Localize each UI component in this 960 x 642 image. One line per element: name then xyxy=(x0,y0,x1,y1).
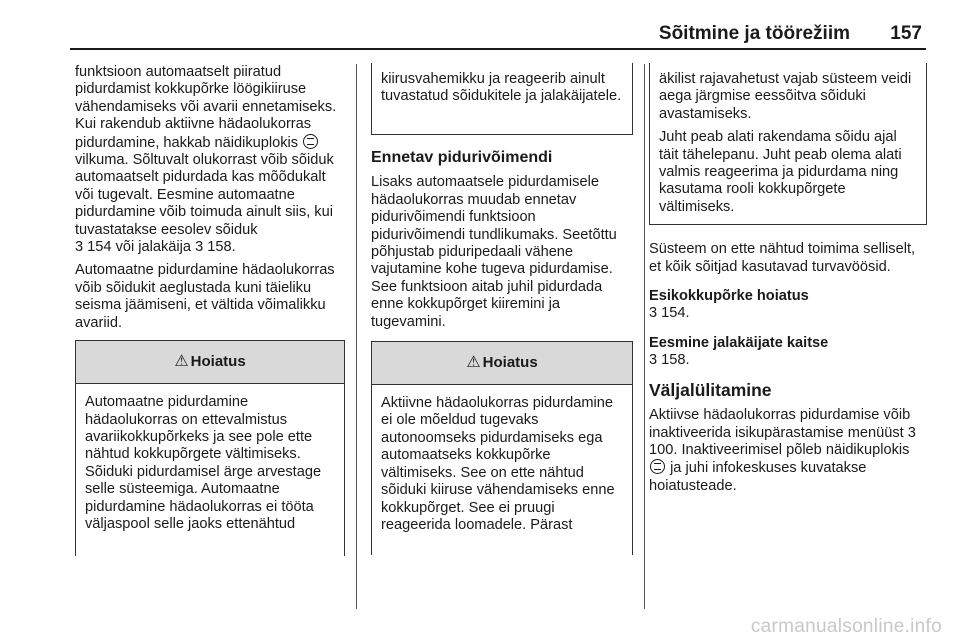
paragraph xyxy=(75,64,345,256)
warning-header xyxy=(372,342,632,385)
paragraph-text: ja juhi infokeskuses kuvatakse hoiatusteade. xyxy=(649,460,867,494)
brake-indicator-icon xyxy=(650,459,665,474)
page-reference: 3 154 või jalakäija 3 158. xyxy=(75,239,236,256)
warning-box-continued xyxy=(649,63,927,225)
warning-text: äkilist rajavahetust vajab süsteem veidi aega järgmise eessõitva sõiduki avastamiseks. xyxy=(659,71,912,122)
column-divider xyxy=(356,64,357,609)
page-reference: 3 154. xyxy=(649,305,690,322)
paragraph-text: vilkuma. Sõltuvalt olukorrast võib sõiduk automaatselt pidurdada kas mõõdukalt või tugevalt. Eesmine automaatne pidurdamine võib toimuda ainult siis, kui tuvastatakse eesolev sõiduk xyxy=(75,152,334,238)
warning-text: Juht peab alati rakendama sõidu ajal täit tähelepanu. Juht peab olema alati valmis reageerima ja pidurdama ning kasutama rooli kokkupõrgete vältimiseks. xyxy=(659,129,902,215)
column-2 xyxy=(371,64,633,555)
watermark: carmanualsonline.info xyxy=(750,616,942,637)
warning-text: kiirusvahemikku ja reageerib ainult tuvastatud sõidukitele ja jalakäijatele. xyxy=(381,71,622,105)
subheading: Esikokkupõrke hoiatus xyxy=(649,288,809,305)
section-heading: Väljalülitamine xyxy=(649,379,772,400)
column-1 xyxy=(75,64,345,556)
warning-body xyxy=(372,385,632,548)
page-header xyxy=(70,22,926,50)
warning-body xyxy=(76,384,344,547)
warning-box xyxy=(371,341,633,555)
warning-title: Hoiatus xyxy=(190,353,246,371)
subheading: Eesmine jalakäijate kaitse xyxy=(649,334,829,351)
page-reference: 3 158. xyxy=(649,352,690,369)
paragraph-text: funktsioon automaatselt piiratud pidurdamist kokkupõrke löögikiiruse vähendamiseks või avarii ennetamiseks. Kui rakendub aktiivne hädaolukorras pidurdamine, hakkab näidikuplokis xyxy=(75,64,337,151)
section-heading: Ennetav pidurivõimendi xyxy=(371,149,553,166)
warning-box xyxy=(75,340,345,556)
warning-triangle-icon: ⚠ xyxy=(174,353,189,371)
page-title: Sõitmine ja töörežiim xyxy=(658,23,850,44)
warning-header xyxy=(76,341,344,384)
warning-triangle-icon: ⚠ xyxy=(466,354,481,372)
warning-text: Automaatne pidurdamine hädaolukorras on ettevalmistus avariikokkupõrkeks ja see pole ette nähtud kokkupõrgete vältimiseks. Sõiduki pidurdamisel ärge arvestage selle süsteemiga. Automaatne pidurdamine hädaolukorras ei tööta väljaspool selle jaoks ettenähtud xyxy=(85,394,322,532)
brake-indicator-icon xyxy=(303,134,318,149)
column-3 xyxy=(649,64,927,501)
paragraph xyxy=(649,407,927,495)
warning-title: Hoiatus xyxy=(482,354,538,372)
column-divider xyxy=(644,64,645,609)
warning-text: Aktiivne hädaolukorras pidurdamine ei ole mõeldud tugevaks autonoomseks pidurdamiseks ega automaatseks kokkupõrke vältimiseks. See on ette nähtud sõiduki kiiruse vähendamiseks enne kokkupõrget. See ei pruugi reageerida loomadele. Pärast xyxy=(381,395,615,533)
warning-box-continued xyxy=(371,63,633,135)
paragraph: Süsteem on ette nähtud toimima selliselt, et kõik sõitjad kasutavad turvavöösid. xyxy=(649,241,916,275)
paragraph-text: Aktiivse hädaolukorras pidurdamise võib inaktiveerida isikupärastamise menüüst 3 100. Inaktiveerimisel põleb näidikuplokis xyxy=(649,407,916,458)
page-number: 157 xyxy=(890,23,922,44)
paragraph: Lisaks automaatsele pidurdamisele hädaolukorras muudab ennetav pidurivõimendi funktsioon pidurivõimendi tundlikumaks. Seetõttu põhjustab piduripedaali vähene vajutamine kohe tugeva pidurdamise. See funktsioon aitab juhil pidurdada enne kokkupõrget kiiremini ja tugevamini. xyxy=(371,174,617,330)
paragraph: Automaatne pidurdamine hädaolukorras võib sõidukit aeglustada kuni täieliku seisma jäämiseni, et vältida võimalikku avariid. xyxy=(75,262,335,331)
